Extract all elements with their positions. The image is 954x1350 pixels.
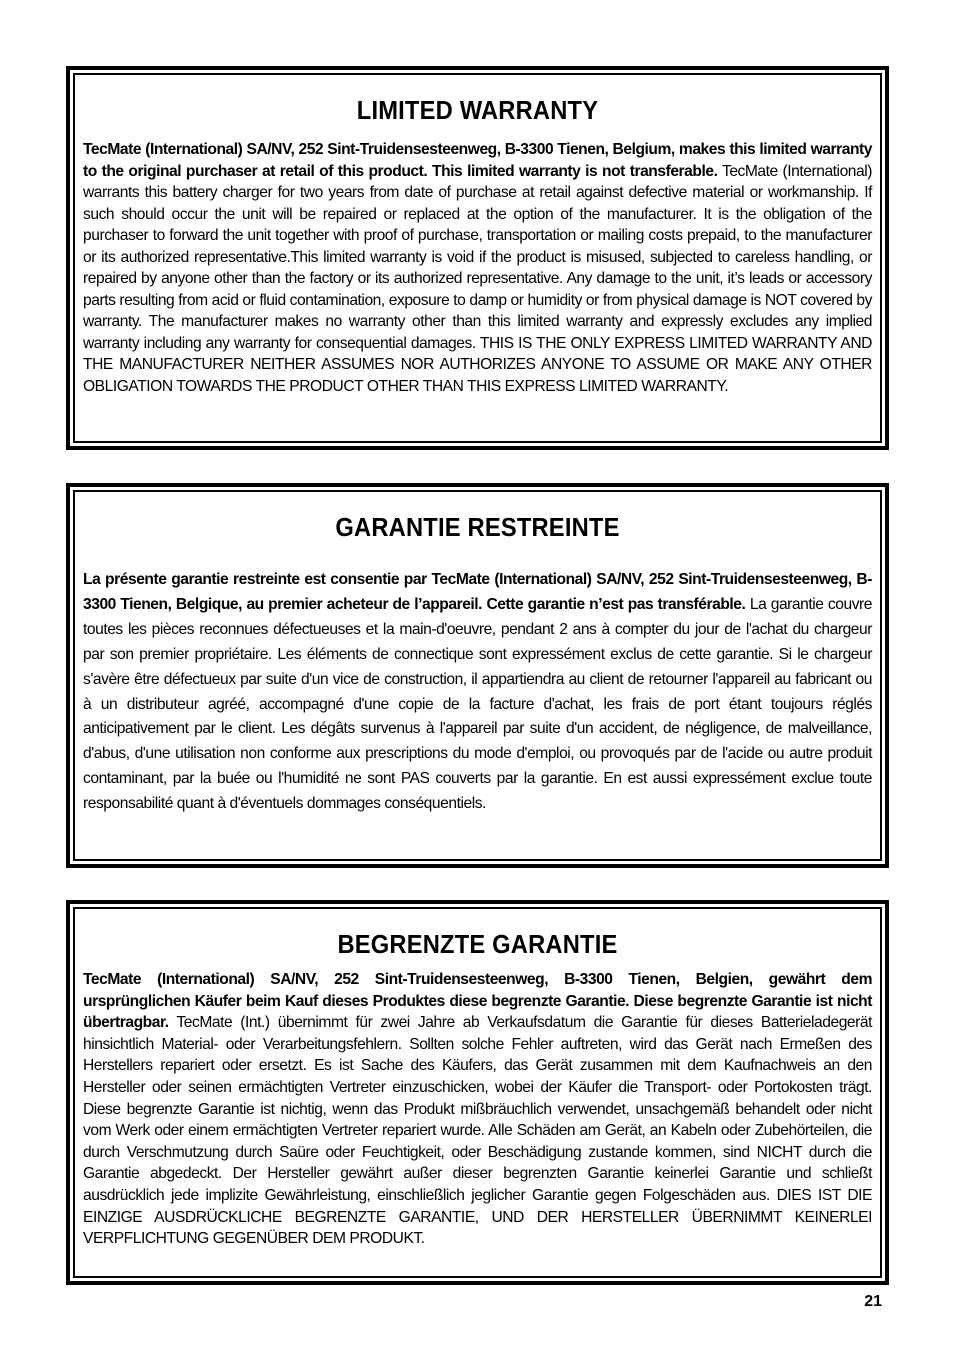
warranty-body-french: La garantie couvre toutes les pièces reconnues défectueuses et la main-d'oeuvre, pendant 2 ans à compter du jour de l'achat du chargeur par son premier propriétaire. Les éléments de connectique sont expressément exclus de cette garantie. Si le chargeur s'avère être défectueux par suite d'un vice de construction, il appartiendra au client de retourner l'appareil au fabricant ou à un distributeur agréé, accompagné d'une copie de la facture d'achat, les frais de port étant toujours réglés anticipativement par le client. Les dégâts survenus à l'appareil par suite d'un accident, de négligence, de malveillance, d'abus, d'une utilisation non conforme aux prescriptions du mode d'emploi, ou provoqués par de l'acide ou autre produit contaminant, par la buée ou l'humidité ne sont PAS couverts par la garantie. En est aussi expressément exclue toute responsabilité quant à d'éventuels dommages conséquentiels. (83, 595, 873, 813)
warranty-title-french: GARANTIE RESTREINTE (335, 514, 620, 542)
warranty-box-english (66, 66, 889, 450)
warranty-body-german: TecMate (Int.) übernimmt für zwei Jahre ab Verkaufsdatum die Garantie für dieses Batterieladegerät hinsichtlich Material- oder Verarbeitungsfehlern. Sollten solche Fehler auftreten, wird das Gerät nach Ermeßen des Herstellers repariert oder ersetzt. Es ist Sache des Käufers, das Gerät zusammen mit dem Kaufnachweis an den Hersteller oder seinen ermächtigten Vertreter einzuschicken, wobei der Käufer die Transport- oder Portokosten trägt. Diese begrenzte Garantie ist nichtig, wenn das Produkt mißbräuchlich verwendet, unsachgemäß behandelt oder nicht vom Werk oder einem ermächtigten Vertreter repariert wurde. Alle Schäden am Gerät, an Kabeln oder Zubehörteilen, die durch Verschmutzung durch Saüre oder Feuchtigkeit, oder Beschädigung zustande kommen, sind NICHT durch die Garantie abgedeckt. Der Hersteller gewährt außer dieser begrenzten Garantie keinerlei Garantie und schließt ausdrücklich jede implizite Gewährleistung, einschließlich jeglicher Garantie gegen Folgeschäden aus. DIES IST DIE EINZIGE AUSDRÜCKLICHE BEGRENZTE GARANTIE, UND DER HERSTELLER ÜBERNIMMT KEINERLEI VERPFLICHTUNG GEGENÜBER DEM PRODUKT. (83, 1014, 872, 1248)
warranty-box-english-inner (73, 73, 882, 443)
warranty-title-german: BEGRENZTE GARANTIE (337, 931, 618, 959)
warranty-title-english: LIMITED WARRANTY (356, 97, 599, 125)
warranty-lead-french: La présente garantie restreinte est consentie par TecMate (International) SA/NV, 252 Sint-Truidensesteenweg, B-3300 Tienen, Belgique, au premier acheteur de l’appareil. Cette garantie n’est pas transférable. (83, 571, 872, 613)
warranty-text-english (83, 139, 872, 397)
warranty-box-german-inner (73, 907, 882, 1278)
warranty-text-german (83, 969, 872, 1250)
warranty-body-english: TecMate (International) warrants this battery charger for two years from date of purchase at retail against defective material or workmanship. If such should occur the unit will be repaired or replaced at the option of the manufacturer. It is the obligation of the purchaser to forward the unit together with proof of purchase, transportation or mailing costs prepaid, to the manufacturer or its authorized representative.This limited warranty is void if the product is misused, subjected to careless handling, or repaired by anyone other than the factory or its authorized representative. Any damage to the unit, it’s leads or accessory parts resulting from acid or fluid contamination, exposure to damp or humidity or from physical damage is NOT covered by warranty. The manufacturer makes no warranty other than this limited warranty and expressly excludes any implied warranty including any warranty for consequential damages. THIS IS THE ONLY EXPRESS LIMITED WARRANTY AND THE MANUFACTURER NEITHER ASSUMES NOR AUTHORIZES ANYONE TO ASSUME OR MAKE ANY OTHER OBLIGATION TOWARDS THE PRODUCT OTHER THAN THIS EXPRESS LIMITED WARRANTY. (83, 162, 872, 395)
warranty-box-french-inner (73, 490, 882, 861)
warranty-lead-english: TecMate (International) SA/NV, 252 Sint-Truidensesteenweg, B-3300 Tienen, Belgium, makes this limited warranty to the original purchaser at retail of this product. This limited warranty is not transferable. (83, 141, 872, 180)
warranty-lead-german: TecMate (International) SA/NV, 252 Sint-Truidensesteenweg, B-3300 Tienen, Belgien, gewährt dem ursprünglichen Käufer beim Kauf dieses Produktes diese begrenzte Garantie. Diese begrenzte Garantie ist nicht übertragbar. (83, 971, 872, 1032)
warranty-text-french (83, 568, 872, 817)
warranty-box-french (66, 483, 889, 868)
page-number: 21 (864, 1293, 882, 1310)
warranty-box-german (66, 900, 889, 1285)
